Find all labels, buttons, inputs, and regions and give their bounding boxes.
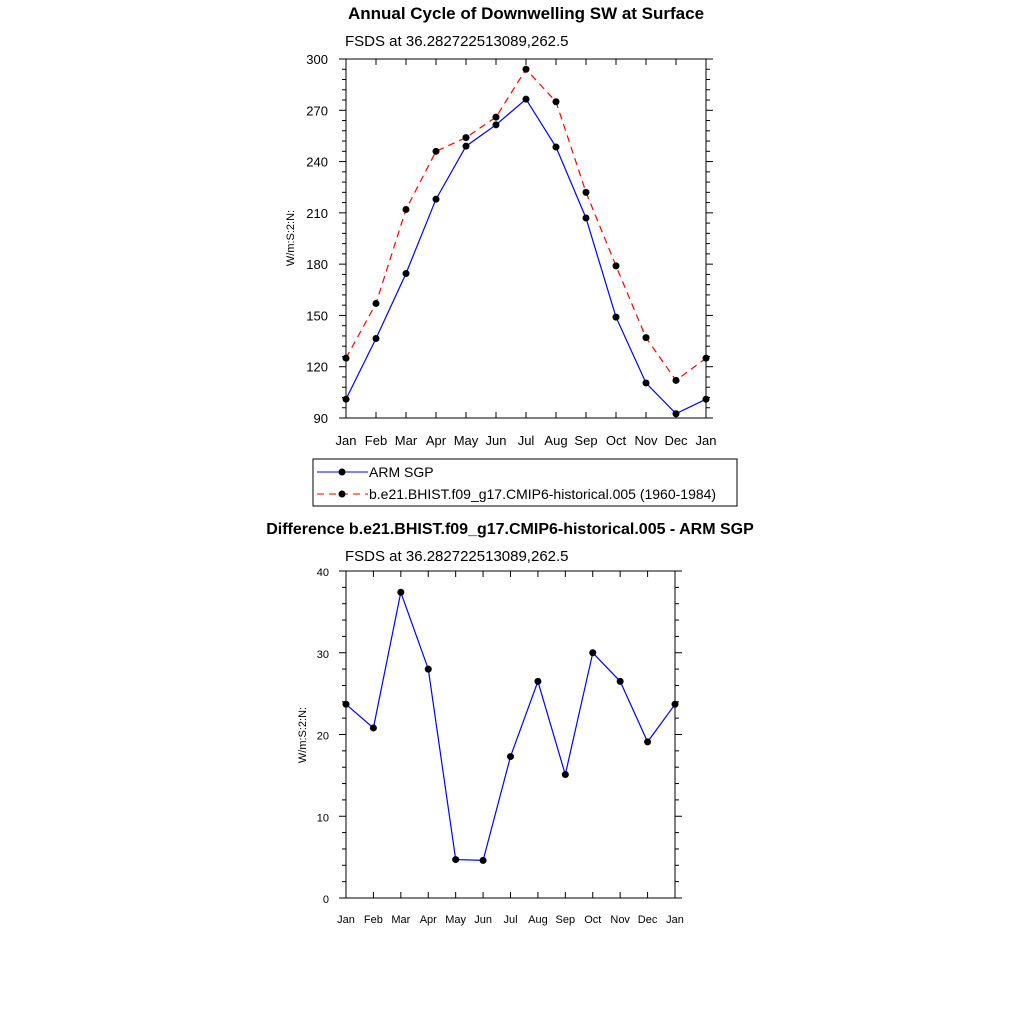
- x-tick-label: Jul: [503, 914, 518, 926]
- data-point: [553, 98, 560, 105]
- y-tick-label: 0: [322, 894, 329, 906]
- legend-label-arm-sgp: ARM SGP: [369, 464, 434, 480]
- x-tick-label: Oct: [605, 433, 627, 448]
- y-tick-label: 10: [316, 812, 329, 825]
- x-tick-label: Jan: [337, 914, 355, 926]
- data-point: [463, 143, 470, 150]
- data-point: [523, 96, 530, 103]
- x-tick-label: Aug: [528, 914, 548, 926]
- data-point: [493, 121, 500, 128]
- x-tick-label: Dec: [637, 914, 658, 926]
- x-tick-label: Sep: [555, 914, 576, 926]
- data-point: [672, 701, 679, 708]
- data-point: [703, 396, 710, 403]
- x-tick-label: Jun: [485, 433, 507, 448]
- x-tick-label: Dec: [664, 433, 688, 448]
- data-point: [583, 214, 590, 221]
- x-tick-label: Nov: [610, 914, 630, 926]
- data-point: [703, 355, 710, 362]
- data-point: [613, 262, 620, 269]
- chart-annual-cycle: [285, 4, 716, 448]
- legend-label-model: b.e21.BHIST.f09_g17.CMIP6-historical.005 (1960-1984): [369, 486, 717, 502]
- plot-frame: [346, 59, 706, 418]
- chart-1-series: [343, 66, 710, 417]
- data-point: [673, 377, 680, 384]
- chart-2-axes: [317, 567, 684, 926]
- data-point: [534, 678, 541, 685]
- data-point: [589, 649, 596, 656]
- x-tick-label: Jan: [695, 433, 717, 448]
- x-tick-label: Jul: [517, 433, 535, 448]
- data-point: [643, 334, 650, 341]
- data-point: [617, 678, 624, 685]
- data-point: [562, 771, 569, 778]
- data-point: [583, 189, 590, 196]
- x-tick-label: Mar: [391, 914, 411, 926]
- data-point: [452, 856, 459, 863]
- x-tick-label: Jan: [335, 433, 357, 448]
- data-point: [613, 314, 620, 321]
- data-point: [673, 410, 680, 417]
- chart-2-series: [343, 589, 679, 864]
- x-tick-label: May: [453, 433, 479, 448]
- x-tick-label: Nov: [634, 433, 658, 448]
- x-tick-label: Feb: [363, 914, 383, 926]
- data-point: [433, 196, 440, 203]
- chart-1-legend: [313, 459, 737, 506]
- data-point: [493, 114, 500, 121]
- y-tick-label: 210: [306, 205, 328, 221]
- data-point: [507, 753, 514, 760]
- x-tick-label: May: [445, 914, 467, 926]
- x-tick-label: Jan: [666, 914, 684, 926]
- x-tick-label: Aug: [544, 433, 568, 448]
- y-tick-label: 40: [316, 567, 329, 579]
- data-point: [403, 270, 410, 277]
- x-tick-label: Oct: [584, 914, 602, 926]
- y-tick-label: 180: [306, 257, 328, 273]
- y-tick-label: 150: [306, 308, 328, 324]
- data-point: [403, 206, 410, 213]
- chart-difference: [266, 521, 754, 926]
- data-point: [397, 589, 404, 596]
- data-point: [463, 134, 470, 141]
- data-point: [373, 335, 380, 342]
- x-tick-label: Apr: [425, 433, 447, 448]
- data-point: [343, 396, 350, 403]
- chart-2-title: Difference b.e21.BHIST.f09_g17.CMIP6-historical.005 - ARM SGP: [266, 521, 754, 538]
- chart-2-ylabel: W/m:S:2:N:: [297, 706, 309, 764]
- y-tick-label: 90: [313, 411, 328, 426]
- legend-marker-arm-sgp: [339, 469, 346, 476]
- x-tick-label: Jun: [474, 914, 492, 926]
- y-tick-label: 300: [306, 52, 328, 67]
- data-point: [370, 724, 377, 731]
- y-tick-label: 20: [316, 730, 329, 743]
- series-line-0: [346, 99, 706, 414]
- y-tick-label: 240: [306, 154, 328, 170]
- chart-1-ylabel: W/m:S:2:N:: [285, 209, 297, 267]
- y-tick-label: 120: [306, 359, 328, 375]
- chart-1-title: Annual Cycle of Downwelling SW at Surface: [347, 4, 705, 23]
- y-tick-label: 30: [316, 648, 329, 661]
- data-point: [480, 857, 487, 864]
- chart-1-subtitle: FSDS at 36.282722513089,262.5: [345, 33, 569, 50]
- x-tick-label: Sep: [574, 433, 598, 448]
- chart-2-subtitle: FSDS at 36.282722513089,262.5: [345, 548, 569, 565]
- legend-marker-model: [339, 491, 346, 498]
- data-point: [343, 701, 350, 708]
- data-point: [553, 144, 560, 151]
- series-line-0: [346, 592, 675, 860]
- x-tick-label: Feb: [364, 433, 388, 448]
- y-tick-label: 270: [306, 103, 328, 119]
- series-line-1: [346, 69, 706, 380]
- data-point: [343, 355, 350, 362]
- data-point: [373, 300, 380, 307]
- data-point: [433, 148, 440, 155]
- data-point: [644, 738, 651, 745]
- data-point: [425, 666, 432, 673]
- x-tick-label: Mar: [394, 433, 418, 448]
- x-tick-label: Apr: [419, 914, 437, 926]
- data-point: [643, 379, 650, 386]
- data-point: [523, 66, 530, 73]
